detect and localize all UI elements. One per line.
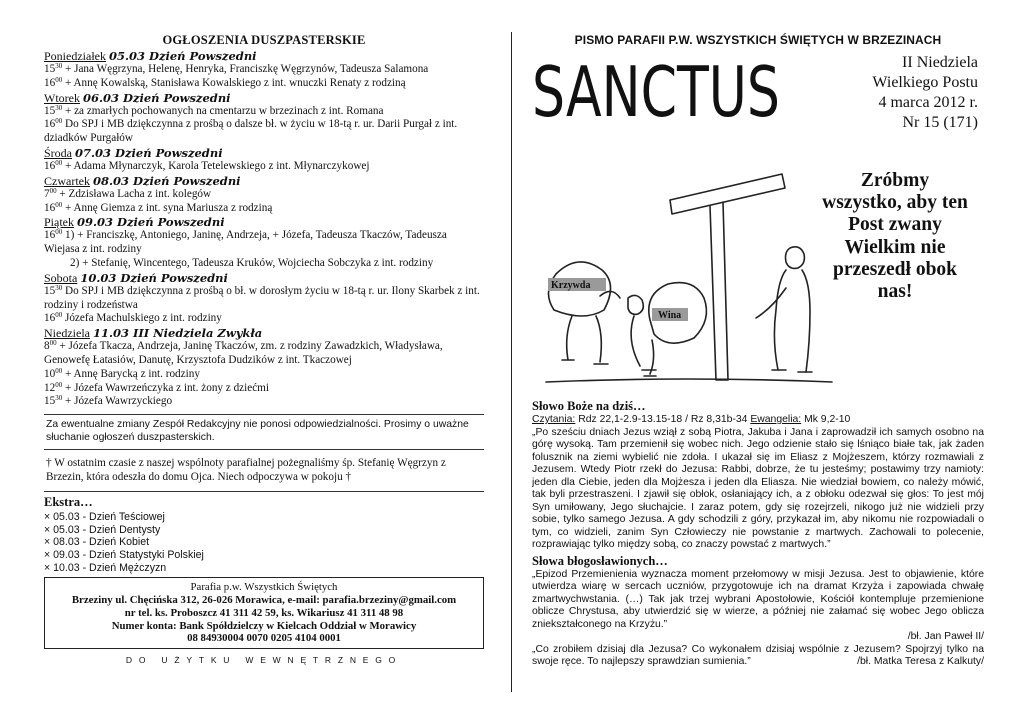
- mass-entry: [44, 77, 484, 91]
- day-heading: [44, 49, 484, 63]
- mass-minutes: 00: [55, 228, 63, 237]
- lent-slogan: Zróbmy wszystko, aby ten Post zwany Wielkim nie przeszedł obok nas!: [822, 170, 968, 303]
- announcements-title: OGŁOSZENIA DUSZPASTERSKIE: [162, 33, 366, 47]
- mass-entry: [44, 340, 484, 368]
- gospel-ref: Mk 9,2-10: [801, 414, 851, 425]
- mass-minutes: 00: [49, 339, 57, 348]
- mass-minutes: 30: [55, 62, 63, 70]
- mass-intention: + Józefa Wawrzyckiego: [62, 395, 173, 408]
- mass-entry: [44, 229, 484, 257]
- mass-minutes: 30: [55, 103, 63, 112]
- parish-phones: nr tel. ks. Proboszcz 41 311 42 59, ks. Wikariusz 41 311 48 98: [124, 606, 404, 619]
- day-name: Poniedziałek: [44, 49, 106, 63]
- mass-intention: + Józefa Wawrzeńczyka z int. żony z dziećmi: [62, 381, 269, 394]
- mass-hour: 16: [44, 159, 56, 172]
- left-figure-body: [567, 291, 620, 362]
- ground-line: [546, 379, 832, 382]
- mass-entry: [44, 63, 484, 77]
- logo-text: SANCTUS: [532, 51, 780, 133]
- readings-label: Czytania:: [532, 414, 576, 425]
- day-date: 11.03 III Niedziela Zwykła: [92, 326, 263, 341]
- right-figure-head: [628, 295, 643, 314]
- mass-intention: 1) + Franciszkę, Antoniego, Janinę, Andrzeja, + Józefa, Tadeusza Tkaczów, Tadeusza Wiejasa z int. rodziny: [44, 229, 447, 256]
- mass-hour: 12: [44, 381, 56, 394]
- blessed-attribution-1: /bł. Jan Paweł II/: [907, 631, 984, 642]
- mass-minutes: 00: [55, 380, 63, 389]
- day-date: 06.03 Dzień Powszedni: [82, 90, 231, 105]
- ekstra-item: × 05.03 - Dzień Dentysty: [44, 523, 161, 536]
- mass-intention: + Józefa Tkacza, Andrzeja, Janinę Tkaczów, zm. z rodziny Zawadzkich, Władysława, Genowefę Łatasiów, Danutę, Krzysztofa Dudzików z int. Tkaczowej: [44, 340, 443, 366]
- day-date: 10.03 Dzień Powszedni: [80, 270, 228, 285]
- mass-intention: 2) + Stefanię, Wincentego, Tadeusza Kruków, Wojciecha Sobczyka z int. rodziny: [70, 256, 434, 269]
- mass-entry: [44, 257, 484, 271]
- divider: [44, 491, 484, 492]
- ekstra-title: Ekstra…: [44, 495, 93, 510]
- mass-hour: 8: [44, 340, 50, 353]
- mass-intention: + Jana Węgrzyna, Helenę, Henryka, Franciszkę Węgrzynów, Tadeusza Salamona: [62, 63, 429, 75]
- mass-entry: [44, 285, 484, 313]
- mass-schedule: [44, 49, 484, 409]
- mass-minutes: 00: [55, 366, 63, 375]
- mass-hour: 7: [44, 187, 50, 200]
- mass-intention: + Annę Giemza z int. syna Mariusza z rodziną: [62, 201, 273, 214]
- parish-name: Parafia p.w. Wszystkich Świętych: [190, 581, 338, 594]
- mass-hour: 15: [44, 63, 56, 75]
- day-heading: [44, 91, 484, 105]
- issue-info: [872, 53, 978, 133]
- mass-hour: 16: [44, 312, 56, 325]
- mass-hour: 16: [44, 118, 56, 131]
- mass-entry: [44, 118, 484, 146]
- mass-hour: 16: [44, 201, 56, 214]
- newsletter-front-column: [532, 30, 984, 667]
- day-heading: [44, 326, 484, 340]
- mass-hour: 16: [44, 76, 56, 89]
- mass-intention: Do SPJ i MB dziękczynna z prośbą o dalsze bł. w życiu w 18-tą r. ur. Darii Purgał z int. dziadków Purgałów: [44, 118, 458, 145]
- day-heading: [44, 215, 484, 229]
- readings-refs: Rdz 22,1-2.9-13.15-18 / Rz 8,31b-34: [575, 414, 751, 425]
- day-date: 08.03 Dzień Powszedni: [92, 173, 241, 188]
- right-figure-body: [631, 316, 656, 376]
- mass-hour: 15: [44, 104, 56, 117]
- parish-address: Brzeziny ul. Chęcińska 312, 26-026 Morawica, e-mail: parafia.brzeziny@gmail.com: [71, 593, 457, 606]
- mass-entry: [44, 312, 484, 326]
- parish-contact-box: [44, 577, 484, 649]
- wina-label: Wina: [658, 310, 682, 321]
- blessed-title: Słowa błogosławionych…: [532, 553, 668, 568]
- announcements-column: [44, 33, 484, 665]
- readings-references: [532, 414, 984, 427]
- standing-figure-head: [786, 247, 805, 269]
- mass-intention: + za zmarłych pochowanych na cmentarzu w brzezinach z int. Romana: [62, 104, 384, 117]
- cross-post: [710, 202, 728, 380]
- issue-season: Wielkiego Postu: [872, 74, 978, 91]
- editorial-note: Za ewentualne zmiany Zespół Redakcyjny nie ponosi odpowiedzialności. Prosimy o uważne słuchanie ogłoszeń duszpasterskich.: [46, 419, 469, 443]
- blessed-attribution-1-row: [532, 631, 984, 644]
- parish-bank: Numer konta: Bank Spółdzielczy w Kielcach Oddział w Morawicy: [111, 619, 417, 632]
- obituary-note: † W ostatnim czasie z naszej wspólnoty parafialnej pożegnaliśmy śp. Stefanię Węgrzyn z Brzezin, która odeszła do domu Ojca. Niech odpoczywa w pokoju †: [46, 457, 446, 484]
- issue-sunday: II Niedziela: [902, 54, 978, 71]
- mass-hour: 16: [44, 229, 56, 242]
- mass-entry: [44, 188, 484, 202]
- mass-hour: 15: [44, 395, 56, 408]
- mass-minutes: 30: [55, 283, 63, 292]
- ekstra-item: × 08.03 - Dzień Kobiet: [44, 536, 150, 549]
- day-heading: [44, 146, 484, 160]
- mass-minutes: 00: [55, 117, 63, 126]
- mass-entry: [44, 382, 484, 396]
- day-date: 07.03 Dzień Powszedni: [75, 145, 223, 160]
- cross-illustration: [532, 170, 832, 388]
- sanctus-logo: [532, 51, 782, 133]
- day-name: Piątek: [44, 215, 74, 230]
- mass-intention: Józefa Machulskiego z int. rodziny: [62, 312, 222, 325]
- mass-minutes: 00: [55, 200, 63, 209]
- mass-hour: 15: [44, 284, 56, 297]
- parish-account: 08 84930004 0070 0205 4104 0001: [187, 632, 341, 645]
- ekstra-item: × 05.03 - Dzień Teściowej: [44, 511, 165, 524]
- ekstra-item: × 09.03 - Dzień Statystyki Polskiej: [44, 548, 204, 561]
- mass-minutes: 00: [55, 75, 63, 84]
- day-name: Wtorek: [44, 90, 80, 105]
- day-date: 05.03 Dzień Powszedni: [108, 49, 257, 63]
- gospel-label: Ewangelia:: [750, 414, 802, 425]
- mass-entry: [44, 395, 484, 409]
- mass-minutes: 00: [55, 158, 63, 167]
- mass-entry: [44, 160, 484, 174]
- ekstra-list: [44, 511, 484, 574]
- day-name: Niedziela: [44, 326, 90, 341]
- left-figure-feet: [562, 360, 608, 364]
- day-name: Czwartek: [44, 173, 90, 188]
- krzywda-label: Krzywda: [551, 280, 591, 291]
- day-date: 09.03 Dzień Powszedni: [77, 215, 225, 230]
- mass-entry: [44, 105, 484, 119]
- blessed-quote-1: „Epizod Przemienienia wyznacza moment przełomowy w misji Jezusa. Jest to objawienie, które utwierdza wiarę w sercach uczniów, przygotowuje ich na dramat Krzyża i zapowiada chwałę zmartwychwstania. (…) Tak jak trzej wybrani Apostołowie, Kościół kontempluje przemienione oblicze Chrystusa, aby utwierdzić się w wierze, a później nie załamać się wobec Jego oblicza zniekształconego na Krzyżu.”: [532, 568, 984, 630]
- word-title: Słowo Boże na dziś…: [532, 399, 646, 413]
- day-heading: [44, 271, 484, 285]
- mass-intention: + Annę Barycką z int. rodziny: [62, 367, 200, 380]
- mass-minutes: 00: [49, 186, 57, 195]
- blessed-attribution-2: /bł. Matka Teresa z Kalkuty/: [857, 656, 984, 667]
- mass-minutes: 30: [55, 394, 63, 403]
- cross-beam: [670, 174, 785, 214]
- mass-entry: [44, 202, 484, 216]
- mass-hour: 10: [44, 367, 56, 380]
- newsletter-header: PISMO PARAFII P.W. WSZYSTKICH ŚWIĘTYCH W BRZEZINACH: [574, 33, 942, 47]
- mass-intention: + Zdzisława Lacha z int. kolegów: [56, 187, 212, 200]
- blessed-quote-2-text: „Co zrobiłem dzisiaj dla Jezusa? Co wykonałem dzisiaj wspólnie z Jezusem? Spojrzyj tylko na swoje ręce. To najlepszy sprawdzian sumienia.”: [532, 643, 984, 667]
- masthead: [532, 51, 984, 133]
- mass-intention: Do SPJ i MB dziękczynna z prośbą o bł. w dorosłym życiu w 18-tą r. ur. Ilony Skarbek z int. rodziny i rodzeństwa: [44, 284, 480, 311]
- issue-number: Nr 15 (171): [902, 114, 978, 131]
- standing-figure-body: [756, 270, 810, 372]
- gospel-text: „Po sześciu dniach Jezus wziął z sobą Piotra, Jakuba i Jana i zaprowadził ich samych osobno na górę wysoką. Tam przemienił się wobec nich. Jego odzienie stało się lśniąco białe tak, jak żaden folusznik na ziemi wybielić nie zdoła. I ukazał się im Eliasz z Mojżeszem, którzy rozmawiali z Jezusem. Wtedy Piotr rzekł do Jezusa: Rabbi, dobrze, że tu jesteśmy; postawimy trzy namioty: jeden dla Ciebie, jeden dla Mojżesza i jeden dla Eliasza. Nie wiedział bowiem, co należy mówić, tak byli przestraszeni. I zjawił się obłok, osłaniający ich, a z obłoku odezwał się głos: To jest mój Syn umiłowany, Jego słuchajcie. I zaraz potem, gdy się rozejrzeli, nikogo już nie widzieli przy sobie, tylko samego Jezusa. A gdy schodzili z góry, przykazał im, aby nikomu nie rozpowiadali o tym, co widzieli, zanim Syn Człowieczy nie powstanie z martwych. Zachowali to polecenie, rozprawiając tylko między sobą, co znaczy powstać z martwych.”: [532, 426, 984, 550]
- mass-entry: [44, 368, 484, 382]
- day-name: Środa: [44, 145, 72, 160]
- mass-intention: + Annę Kowalską, Stanisława Kowalskiego z int. wnuczki Renaty z rodziną: [62, 76, 406, 89]
- ekstra-item: × 10.03 - Dzień Mężczyzn: [44, 561, 167, 574]
- mass-minutes: 00: [55, 311, 63, 320]
- mass-intention: + Adama Młynarczyk, Karola Tetelewskiego z int. Młynarczykowej: [62, 159, 370, 172]
- internal-use-label: DO UŻYTKU WEWNĘTRZNEGO: [125, 655, 403, 666]
- day-name: Sobota: [44, 270, 78, 285]
- issue-date: 4 marca 2012 r.: [878, 94, 978, 111]
- column-divider: [511, 32, 512, 692]
- blessed-quote-2: [532, 644, 984, 669]
- day-heading: [44, 174, 484, 188]
- readings-section: [532, 399, 984, 669]
